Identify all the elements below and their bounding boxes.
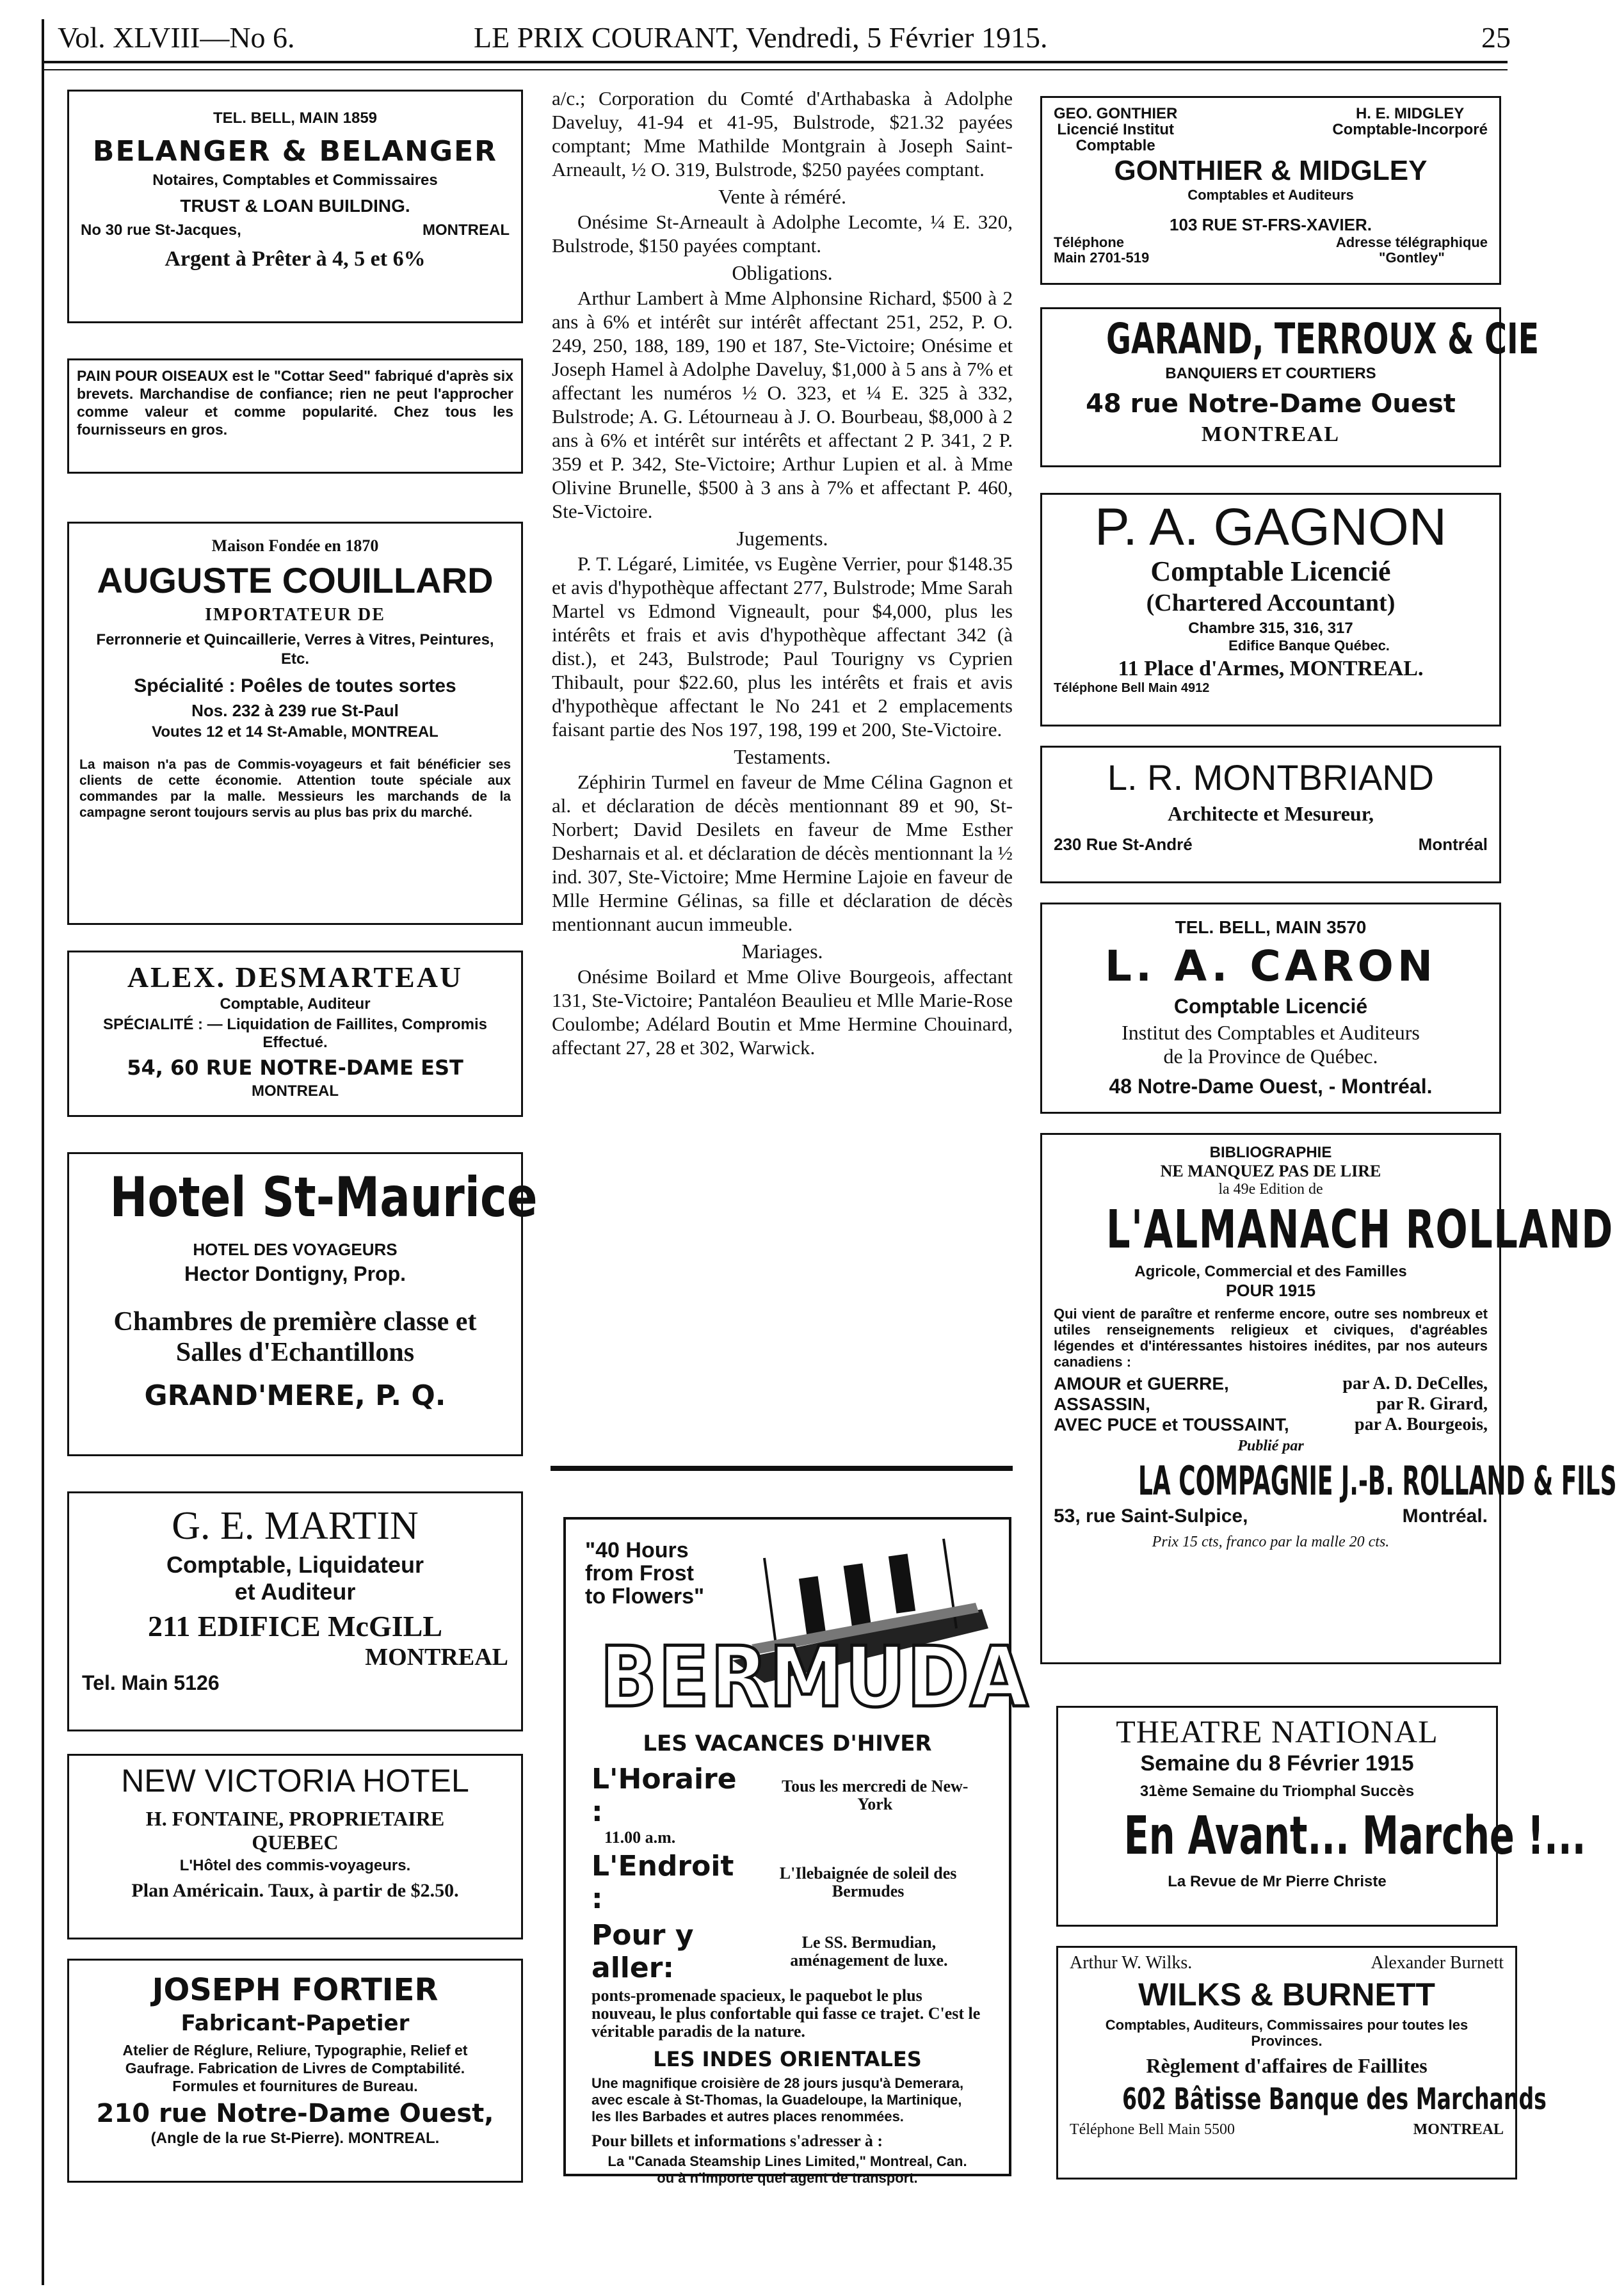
ad-desmarteau: [67, 951, 523, 1117]
paragraph-jugements: P. T. Légaré, Limitée, vs Eugène Verrier, pour $148.35 et avis d'hypothèque affectant 277, Bulstrode; Mme Sarah Martel vs Edmond Vigneault, pour $4,000, plus les intérêts et frais et avis d'hypothèque affectant 342 (à dist.), et 243, Bulstrode; Paul Tourigny vs Cyprien Thibault, pour $22.60, plus les intérêts et frais et avis d'hypothèque affectant le No 241 et 2 emplacements faisant partie des Nos 197, 198, 199 et 200, Ste-Victoire.: [552, 552, 1013, 741]
gonthier-tel-label: Téléphone: [1054, 234, 1125, 250]
couillard-address1: Nos. 232 à 239 rue St-Paul: [191, 701, 399, 720]
bermuda-desc: ponts-promenade spacieux, le paquebot le plus nouveau, le plus confortable qui fasse ce trajet. C'est le véritable paradis de la nature.: [591, 1986, 981, 2041]
garand-role: BANQUIERS ET COURTIERS: [1165, 365, 1376, 382]
couillard-notice: La maison n'a pas de Commis-voyageurs et fait bénéficier ses clients de cette économie. Attention toute spéciale aux commandes par la malle. Messieurs les marchands de la campagne seront toujours servis au plus bas prix du marché.: [79, 757, 511, 820]
st-maurice-city: GRAND'MERE, P. Q.: [144, 1379, 446, 1412]
wilks-role: Comptables, Auditeurs, Commissaires pour toutes les Provinces.: [1105, 2017, 1468, 2049]
gonthier-role-left2: Comptable: [1075, 137, 1155, 154]
ad-joseph-fortier: [67, 1959, 523, 2183]
belanger-address: No 30 rue St-Jacques,: [81, 221, 241, 239]
rolland-manquez: NE MANQUEZ PAS DE LIRE: [1160, 1162, 1381, 1180]
rolland-biblio: BIBLIOGRAPHIE: [1209, 1144, 1332, 1161]
heading-vente: Vente à réméré.: [718, 185, 846, 208]
ad-hotel-st-maurice: [67, 1152, 538, 1456]
gonthier-name-left: GEO. GONTHIER: [1054, 105, 1178, 122]
left-margin-rule: [42, 19, 44, 2285]
gonthier-role-right: Comptable-Incorporé: [1332, 121, 1488, 138]
desmarteau-specialty: SPÉCIALITÉ : — Liquidation de Faillites, Compromis Effectué.: [102, 1016, 488, 1051]
bermuda-aller-label: Pour y aller:: [591, 1919, 694, 1984]
rolland-w2-author: par R. Girard,: [1376, 1394, 1488, 1414]
gagnon-tel: Téléphone Bell Main 4912: [1054, 681, 1210, 695]
bermuda-horaire-text: Tous les mercredi de New-York: [782, 1777, 969, 1813]
belanger-name: BELANGER & BELANGER: [92, 135, 498, 168]
couillard-goods: Ferronnerie et Quincaillerie, Verres à Vitres, Peintures, Etc.: [96, 631, 494, 668]
bermuda-billets: Pour billets et informations s'adresser à :: [591, 2131, 883, 2150]
rolland-w1-author: par A. D. DeCelles,: [1342, 1374, 1488, 1393]
pain-text: PAIN POUR OISEAUX est le "Cottar Seed" fabriqué d'après six brevets. Marchandise de confiance; rien ne peut l'approcher comme valeur et comme popularité. Chez tous les fournisseurs en gros.: [77, 367, 513, 438]
st-maurice-sub: HOTEL DES VOYAGEURS: [193, 1240, 398, 1259]
theatre-success: 31ème Semaine du Triomphal Succès: [1139, 1783, 1415, 1800]
rolland-work1: [1042, 1374, 1499, 1394]
wilks-right: Alexander Burnett: [1371, 1953, 1504, 1973]
wilks-tel: Téléphone Bell Main 5500: [1070, 2121, 1235, 2138]
gonthier-role: Comptables et Auditeurs: [1187, 187, 1354, 203]
heading-mariages: Mariages.: [741, 940, 823, 963]
fortier-address: 210 rue Notre-Dame Ouest,: [96, 2099, 494, 2128]
belanger-role: Notaires, Comptables et Commissaires: [152, 172, 438, 189]
page-number: 25: [1481, 21, 1511, 54]
ad-montbriand: [1040, 746, 1501, 883]
montbriand-address-row: [1042, 835, 1499, 855]
couillard-specialty: Spécialité : Poêles de toutes sortes: [134, 675, 456, 696]
gonthier-telegraph-label: Adresse télégraphique: [1335, 234, 1488, 250]
bermuda-horaire-row: [566, 1756, 1009, 1828]
ad-almanach-rolland: [1040, 1133, 1617, 1664]
montbriand-address: 230 Rue St-André: [1054, 835, 1193, 854]
rolland-desc: Qui vient de paraître et renferme encore, outre ses nombreux et utiles renseignements religieux et civiques, d'agréables légendes et d'intéressantes histoires inédites, par nos auteurs canadiens :: [1054, 1306, 1488, 1370]
caron-inst1: Institut des Comptables et Auditeurs: [1122, 1021, 1420, 1044]
wilks-faillites: Règlement d'affaires de Faillites: [1146, 2054, 1428, 2077]
gonthier-names-row: [1042, 98, 1499, 154]
rolland-price: Prix 15 cts, franco par la malle 20 cts.: [1152, 1534, 1390, 1550]
martin-role2: et Auditeur: [234, 1578, 356, 1605]
rolland-w1-title: AMOUR et GUERRE,: [1054, 1374, 1229, 1393]
heading-jugements: Jugements.: [736, 527, 828, 550]
paragraph-obligations: Arthur Lambert à Mme Alphonsine Richard, $500 à 2 ans à 6% et intérêt sur intérêt affectant 251, 252, P. O. 249, 250, 188, 189, 190 et 187, Ste-Victoire; Onésime et Joseph Hamel à Adolphe Daveluy, $1,000 à 5 ans à 7% et affectant les numéros ½ O. 323, et ¼ E. 325 à 332, Bulstrode; A. G. Létourneau à J. O. Bourbeau, $8,000 à 2 ans à 6% et intérêt sur intérêts et affectant 2 P. 341, 2 P. 359 et P. 342, Ste-Victoire; Arthur Lupien et al. à Mme Olivine Brunelle, $500 à 3 ans à 7% et affectant P. 460, Ste-Victoire.: [552, 287, 1013, 522]
center-divider: [551, 1466, 1013, 1471]
martin-role1: Comptable, Liquidateur: [166, 1552, 424, 1578]
ad-martin: [67, 1491, 523, 1731]
heading-testaments: Testaments.: [734, 745, 831, 768]
center-paragraph-1: a/c.; Corporation du Comté d'Arthabaska à Adolphe Daveluy, 41-94 et 41-95, Bulstrode, $21.32 payées comptant; Mme Mathilde Montgrain à Joseph Saint-Arneault, ½ O. 319, Bulstrode, $250 payées comptant.: [552, 87, 1013, 181]
desmarteau-address: 54, 60 RUE NOTRE-DAME EST: [127, 1056, 463, 1080]
st-maurice-name: Hotel St-Maurice: [109, 1166, 538, 1230]
rolland-w3-author: par A. Bourgeois,: [1355, 1415, 1488, 1434]
desmarteau-name: ALEX. DESMARTEAU: [127, 961, 463, 993]
st-maurice-prop: Hector Dontigny, Prop.: [184, 1262, 406, 1285]
rolland-work2: [1042, 1394, 1499, 1415]
volume-number: Vol. XLVIII—No 6.: [58, 21, 295, 54]
bermuda-tagline-1: "40 Hours: [585, 1538, 689, 1562]
ad-pain-oiseaux: [67, 358, 523, 474]
theatre-revue: La Revue de Mr Pierre Christe: [1168, 1873, 1387, 1890]
gonthier-name: GONTHIER & MIDGLEY: [1114, 155, 1428, 186]
victoria-desc: L'Hôtel des commis-voyageurs.: [179, 1857, 411, 1874]
couillard-founded: Maison Fondée en 1870: [211, 536, 379, 555]
center-text-column: [552, 86, 1013, 1059]
desmarteau-role: Comptable, Auditeur: [220, 995, 371, 1013]
belanger-tel: TEL. BELL, MAIN 1859: [213, 109, 378, 127]
gonthier-right: [1332, 106, 1488, 154]
bermuda-aller-row: [566, 1915, 1009, 1984]
newspaper-title: LE PRIX COURANT, Vendredi, 5 Février 1915.: [474, 21, 1048, 54]
desmarteau-city: MONTREAL: [252, 1082, 339, 1100]
wilks-name: WILKS & BURNETT: [1138, 1977, 1435, 2012]
rolland-w3-title: AVEC PUCE et TOUSSAINT,: [1054, 1415, 1289, 1434]
belanger-building: TRUST & LOAN BUILDING.: [180, 196, 410, 216]
bermuda-indes: LES INDES ORIENTALES: [653, 2047, 922, 2071]
martin-name: G. E. MARTIN: [172, 1504, 419, 1548]
bermuda-endroit-text: L'Ilebaignée de soleil des Bermudes: [779, 1864, 957, 1900]
rolland-address: 53, rue Saint-Sulpice,: [1054, 1505, 1248, 1527]
ad-new-victoria: [67, 1754, 523, 1939]
header-rule-thin: [42, 69, 1508, 70]
bermuda-body: [566, 1731, 1009, 2187]
wilks-left: Arthur W. Wilks.: [1070, 1953, 1193, 1973]
victoria-city: QUEBEC: [252, 1831, 339, 1854]
rolland-title: L'ALMANACH ROLLAND: [1106, 1200, 1614, 1260]
gagnon-role-en: (Chartered Accountant): [1146, 590, 1396, 616]
theatre-week: Semaine du 8 Février 1915: [1140, 1751, 1414, 1776]
bermuda-endroit-label: L'Endroit :: [591, 1850, 734, 1915]
ad-theatre-national: [1056, 1706, 1586, 1927]
rolland-sub: Agricole, Commercial et des Familles: [1134, 1263, 1407, 1280]
montbriand-city: Montréal: [1418, 835, 1488, 854]
rolland-year: POUR 1915: [1225, 1281, 1316, 1300]
fortier-desc: Atelier de Réglure, Reliure, Typographie, Relief et Gaufrage. Fabrication de Livres de Comptabilité. Formules et fournitures de Bureau.: [122, 2042, 468, 2094]
rolland-edition: la 49e Edition de: [1218, 1181, 1323, 1198]
montbriand-role: Architecte et Mesureur,: [1168, 802, 1374, 825]
gonthier-contact-row: [1042, 235, 1499, 266]
caron-address: 48 Notre-Dame Ouest, - Montréal.: [1109, 1075, 1433, 1098]
wilks-contact-row: [1058, 2121, 1515, 2139]
fortier-name: JOSEPH FORTIER: [152, 1972, 438, 2008]
bermuda-aller-text: Le SS. Bermudian, aménagement de luxe.: [790, 1933, 948, 1970]
victoria-name: NEW VICTORIA HOTEL: [121, 1763, 469, 1799]
caron-name: L. A. CARON: [1104, 942, 1437, 991]
paragraph-testaments: Zéphirin Turmel en faveur de Mme Célina Gagnon et al. et déclaration de décès mentionnant 89 et 90, St-Norbert; David Desilets en faveur de Mme Esther Desharnais et al. et déclaration de décès mentionnant la ½ ind. 307, Ste-Victoire; Mme Hermine Lajoie en faveur de Mlle Hermine Gélinas, sa fille et déclaration de décès mentionnant aucun immeuble.: [552, 771, 1013, 935]
gagnon-address: 11 Place d'Armes, MONTREAL.: [1118, 657, 1424, 680]
ad-couillard: [67, 522, 523, 925]
rolland-w2-title: ASSASSIN,: [1054, 1394, 1150, 1414]
gagnon-building: Edifice Banque Québec.: [1228, 638, 1390, 654]
caron-tel: TEL. BELL, MAIN 3570: [1175, 917, 1367, 937]
heading-obligations: Obligations.: [732, 261, 833, 284]
martin-city: MONTREAL: [365, 1644, 508, 1671]
belanger-city: MONTREAL: [422, 221, 510, 239]
bermuda-tagline-2: from Frost: [585, 1561, 694, 1586]
garand-city: MONTREAL: [1201, 422, 1340, 446]
gonthier-name-right: H. E. MIDGLEY: [1355, 105, 1465, 122]
victoria-owner: H. FONTAINE, PROPRIETAIRE: [145, 1807, 445, 1830]
wilks-names-row: [1058, 1953, 1515, 1973]
theatre-name: THEATRE NATIONAL: [1116, 1714, 1438, 1749]
couillard-address2: Voutes 12 et 14 St-Amable, MONTREAL: [152, 723, 438, 741]
bermuda-tagline: [585, 1539, 704, 1608]
rolland-address-row: [1042, 1505, 1499, 1527]
belanger-loan: Argent à Prêter à 4, 5 et 6%: [165, 247, 426, 271]
martin-address: 211 EDIFICE McGILL: [147, 1610, 443, 1642]
caron-inst2: de la Province de Québec.: [1163, 1045, 1378, 1068]
rolland-work3: [1042, 1415, 1499, 1435]
ad-wilks-burnett: [1056, 1946, 1547, 2180]
ad-bermuda: [563, 1517, 1029, 2186]
montbriand-name: L. R. MONTBRIAND: [1107, 757, 1435, 798]
gonthier-tel-block: [1054, 235, 1149, 266]
ad-gonthier-midgley: [1040, 96, 1501, 285]
caron-role: Comptable Licencié: [1173, 995, 1368, 1018]
bermuda-horaire-label: L'Horaire :: [591, 1763, 737, 1828]
bermuda-vacances: LES VACANCES D'HIVER: [643, 1731, 932, 1756]
st-maurice-rooms2: Salles d'Echantillons: [175, 1338, 415, 1367]
paragraph-vente: Onésime St-Arneault à Adolphe Lecomte, ¼ E. 320, Bulstrode, $150 payées comptant.: [552, 211, 1013, 257]
gonthier-telegraph: "Gontley": [1379, 250, 1445, 266]
gonthier-left: [1054, 106, 1177, 154]
bermuda-indes-desc: Une magnifique croisière de 28 jours jusqu'à Demerara, avec escale à St-Thomas, la Guadeloupe, la Martinique, les Iles Barbades et autres places renommées.: [591, 2075, 964, 2124]
ad-belanger: [67, 90, 523, 323]
st-maurice-rooms1: Chambres de première classe et: [113, 1307, 477, 1337]
gonthier-address: 103 RUE ST-FRS-XAVIER.: [1170, 215, 1372, 234]
bermuda-company: La "Canada Steamship Lines Limited," Montreal, Can. ou à n'importe quel agent de transport.: [607, 2153, 967, 2186]
rolland-company: LA COMPAGNIE J.-B. ROLLAND & FILS: [1138, 1457, 1617, 1504]
paragraph-mariages: Onésime Boilard et Mme Olive Bourgeois, affectant 131, Ste-Victoire; Pantaléon Beaulieu et Mlle Marie-Rose Coulombe; Adélard Boutin et Mme Hermine Chouinard, affectant 27, 28 et 302, Warwick.: [552, 965, 1013, 1059]
couillard-name: AUGUSTE COUILLARD: [97, 560, 494, 600]
martin-tel: Tel. Main 5126: [82, 1671, 220, 1694]
header-rule: [42, 61, 1508, 63]
belanger-address-row: [69, 221, 521, 239]
bermuda-title: BERMUDA: [600, 1628, 1029, 1726]
bermuda-horaire-time: 11.00 a.m.: [604, 1828, 676, 1847]
theatre-show: En Avant... Marche !...: [1123, 1806, 1586, 1867]
wilks-city: MONTREAL: [1413, 2121, 1504, 2138]
ad-gagnon: [1040, 493, 1501, 727]
rolland-city: Montréal.: [1402, 1505, 1488, 1527]
page-header: [58, 14, 1511, 65]
ad-caron: [1040, 903, 1501, 1114]
gagnon-name: P. A. GAGNON: [1095, 498, 1447, 556]
wilks-address: 602 Bâtisse Banque des Marchands: [1122, 2082, 1547, 2116]
gonthier-tel: Main 2701-519: [1054, 250, 1150, 266]
gagnon-rooms: Chambre 315, 316, 317: [1188, 620, 1353, 637]
victoria-plan: Plan Américain. Taux, à partir de $2.50.: [131, 1880, 459, 1901]
garand-address: 48 rue Notre-Dame Ouest: [1086, 389, 1456, 419]
bermuda-endroit-row: [566, 1847, 1009, 1915]
rolland-publie: Publié par: [1237, 1438, 1304, 1454]
fortier-corner: (Angle de la rue St-Pierre). MONTREAL.: [150, 2130, 440, 2147]
gagnon-role: Comptable Licencié: [1150, 556, 1391, 587]
gonthier-role-left1: Licencié Institut: [1057, 121, 1175, 138]
ad-garand-terroux: [1040, 307, 1540, 467]
garand-name: GARAND, TERROUX & CIE: [1106, 314, 1540, 364]
bermuda-tagline-3: to Flowers": [585, 1584, 705, 1609]
fortier-role: Fabricant-Papetier: [181, 2011, 410, 2036]
couillard-role: IMPORTATEUR DE: [205, 605, 385, 625]
gonthier-telegraph-block: [1336, 235, 1488, 266]
